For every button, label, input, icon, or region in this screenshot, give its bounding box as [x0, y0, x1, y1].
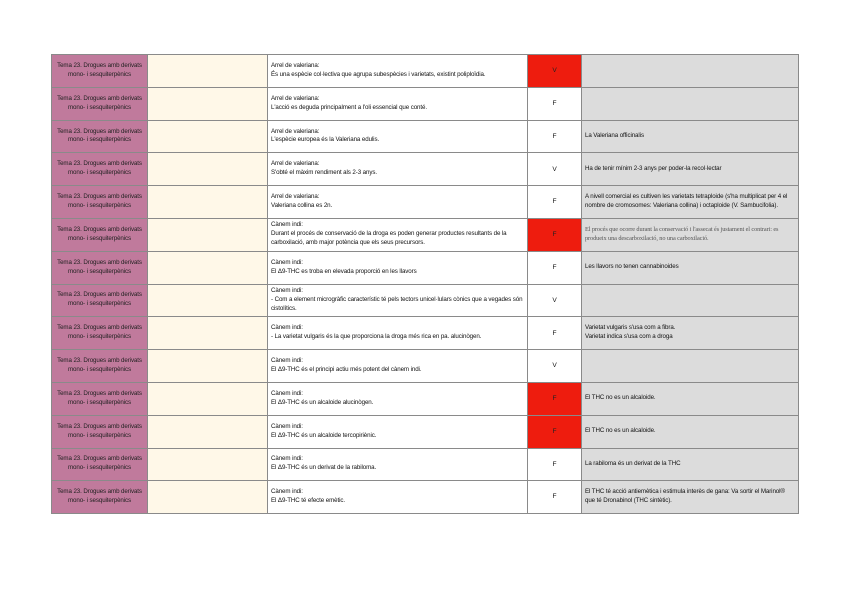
empty-cell[interactable]	[148, 317, 268, 350]
question-heading: Arrel de valeriana:	[271, 61, 320, 69]
topic-cell[interactable]: Tema 23. Drogues amb derivats mono- i sesquiterpènics	[52, 251, 148, 284]
empty-cell[interactable]	[148, 481, 268, 514]
question-heading: Cànem indi:	[271, 287, 303, 294]
answer-cell[interactable]: F	[528, 317, 582, 350]
question-heading: Arrel de valeriana:	[271, 193, 320, 201]
explanation-cell[interactable]: El THC té acció antiemètica i estimula interès de gana: Va sortir el Marinol® que té Dronabinol (THC sintètic).	[582, 481, 799, 514]
question-heading: Cànem indi:	[271, 357, 303, 365]
table-row	[52, 448, 799, 481]
explanation-cell[interactable]: El THC no es un alcaloide.	[582, 415, 799, 448]
table-row	[52, 218, 799, 251]
answer-cell[interactable]: V	[528, 284, 582, 317]
question-cell[interactable]	[268, 87, 528, 120]
question-heading: Cànem indi:	[271, 389, 303, 397]
question-heading: Cànem indi:	[271, 488, 303, 496]
topic-cell[interactable]: Tema 23. Drogues amb derivats mono- i sesquiterpènics	[52, 284, 148, 317]
topic-cell[interactable]: Tema 23. Drogues amb derivats mono- i sesquiterpènics	[52, 55, 148, 88]
empty-cell[interactable]	[148, 284, 268, 317]
question-heading: Cànem indi:	[271, 324, 303, 332]
answer-cell[interactable]: F	[528, 251, 582, 284]
question-cell[interactable]	[268, 251, 528, 284]
answer-cell[interactable]: F	[528, 218, 582, 251]
table-row	[52, 350, 799, 383]
answer-cell[interactable]: F	[528, 186, 582, 219]
answer-cell[interactable]: F	[528, 382, 582, 415]
table-row	[52, 284, 799, 317]
question-heading: Arrel de valeriana:	[271, 94, 320, 102]
question-cell[interactable]	[268, 415, 528, 448]
empty-cell[interactable]	[148, 415, 268, 448]
explanation-cell[interactable]	[582, 55, 799, 88]
explanation-cell[interactable]: Ha de tenir mínim 2-3 anys per poder-la recol·lectar	[582, 153, 799, 186]
empty-cell[interactable]	[148, 350, 268, 383]
explanation-cell[interactable]	[582, 87, 799, 120]
question-statement: El Δ9-THC té efecte emètic.	[271, 497, 345, 505]
topic-cell[interactable]: Tema 23. Drogues amb derivats mono- i sesquiterpènics	[52, 382, 148, 415]
question-statement: - La varietat vulgaris és la que proporciona la droga més rica en pa. alucinògen.	[271, 333, 482, 341]
question-statement: El Δ9-THC és el principi actiu més potent del cànem indi.	[271, 366, 422, 374]
question-cell[interactable]	[268, 448, 528, 481]
answer-cell[interactable]: F	[528, 415, 582, 448]
empty-cell[interactable]	[148, 153, 268, 186]
question-statement: S'obté el màxim rendiment als 2-3 anys.	[271, 169, 377, 177]
topic-cell[interactable]: Tema 23. Drogues amb derivats mono- i sesquiterpènics	[52, 218, 148, 251]
table-row	[52, 120, 799, 153]
explanation-cell[interactable]: Les llavors no tenen cannabinoides	[582, 251, 799, 284]
explanation-cell[interactable]: La Valeriana officinalis	[582, 120, 799, 153]
table-row	[52, 186, 799, 219]
question-heading: Cànem indi:	[271, 221, 303, 229]
answer-cell[interactable]: F	[528, 481, 582, 514]
explanation-cell[interactable]: El THC no es un alcaloide.	[582, 382, 799, 415]
question-statement: El Δ9-THC és un derivat de la rabiloma.	[271, 464, 377, 472]
question-cell[interactable]	[268, 120, 528, 153]
table-row	[52, 251, 799, 284]
explanation-cell[interactable]	[582, 350, 799, 383]
explanation-cell[interactable]: Varietat vulgaris s'usa com a fibra. Varietat indica s'usa com a droga	[582, 317, 799, 350]
topic-cell[interactable]: Tema 23. Drogues amb derivats mono- i sesquiterpènics	[52, 448, 148, 481]
topic-cell[interactable]: Tema 23. Drogues amb derivats mono- i sesquiterpènics	[52, 317, 148, 350]
question-statement: Durant el procés de conservació de la droga es poden generar productes resultants de la carboxilació, amb major potència que els seus precursors.	[271, 230, 507, 247]
topic-cell[interactable]: Tema 23. Drogues amb derivats mono- i sesquiterpènics	[52, 481, 148, 514]
question-statement: El Δ9-THC és un alcaloide tercopiriènic.	[271, 431, 377, 439]
explanation-cell[interactable]: A nivell comercial es cultiven les varietats tetraploide (s'ha multiplicat per 4 el nombre de cromosomes: Valeriana collina) i octaploide (V. Sambucifolia).	[582, 186, 799, 219]
question-statement: És una espècie col·lectiva que agrupa subespècies i varietats, existint poliploïdia.	[271, 70, 486, 78]
question-statement: L'espècie europea és la Valeriana edulis.	[271, 136, 380, 144]
question-heading: Cànem indi:	[271, 258, 303, 266]
question-statement: Valeriana collina es 2n.	[271, 202, 333, 210]
question-cell[interactable]	[268, 218, 528, 251]
explanation-cell[interactable]	[582, 284, 799, 317]
question-heading: Cànem indi:	[271, 455, 303, 463]
question-heading: Arrel de valeriana:	[271, 127, 320, 135]
question-cell[interactable]	[268, 350, 528, 383]
answer-cell[interactable]: F	[528, 448, 582, 481]
question-cell[interactable]	[268, 153, 528, 186]
empty-cell[interactable]	[148, 186, 268, 219]
table-row	[52, 153, 799, 186]
table-row	[52, 87, 799, 120]
empty-cell[interactable]	[148, 218, 268, 251]
explanation-cell[interactable]: La rabiloma és un derivat de la THC	[582, 448, 799, 481]
topic-cell[interactable]: Tema 23. Drogues amb derivats mono- i sesquiterpènics	[52, 153, 148, 186]
empty-cell[interactable]	[148, 87, 268, 120]
topic-cell[interactable]: Tema 23. Drogues amb derivats mono- i sesquiterpènics	[52, 120, 148, 153]
topic-cell[interactable]: Tema 23. Drogues amb derivats mono- i sesquiterpènics	[52, 186, 148, 219]
quiz-table-body	[52, 55, 799, 514]
explanation-cell[interactable]: El procés que ocorre durant la conservació i l'assecat és justament el contrari: es produeix una descarboxilació, no una carboxilació.	[582, 218, 799, 251]
question-statement: El Δ9-THC és un alcaloide alucinògen.	[271, 398, 374, 406]
topic-cell[interactable]: Tema 23. Drogues amb derivats mono- i sesquiterpènics	[52, 87, 148, 120]
question-cell[interactable]	[268, 284, 528, 317]
topic-cell[interactable]: Tema 23. Drogues amb derivats mono- i sesquiterpènics	[52, 350, 148, 383]
answer-cell[interactable]: V	[528, 55, 582, 88]
answer-cell[interactable]: F	[528, 87, 582, 120]
question-statement: El Δ9-THC es troba en elevada proporció en les llavors	[271, 267, 417, 275]
table-row	[52, 415, 799, 448]
table-row	[52, 481, 799, 514]
empty-cell[interactable]	[148, 55, 268, 88]
answer-cell[interactable]: F	[528, 120, 582, 153]
answer-cell[interactable]: V	[528, 153, 582, 186]
question-cell[interactable]	[268, 382, 528, 415]
empty-cell[interactable]	[148, 120, 268, 153]
empty-cell[interactable]	[148, 251, 268, 284]
table-row	[52, 317, 799, 350]
empty-cell[interactable]	[148, 448, 268, 481]
table-row	[52, 382, 799, 415]
table-row	[52, 55, 799, 88]
question-cell[interactable]	[268, 317, 528, 350]
question-heading: Cànem indi:	[271, 422, 303, 430]
question-statement: L'acció es deguda principalment a l'oli essencial que conté.	[271, 103, 427, 111]
question-cell[interactable]	[268, 186, 528, 219]
question-cell[interactable]	[268, 55, 528, 88]
question-heading: Arrel de valeriana:	[271, 160, 320, 168]
empty-cell[interactable]	[148, 382, 268, 415]
topic-cell[interactable]: Tema 23. Drogues amb derivats mono- i sesquiterpènics	[52, 415, 148, 448]
answer-cell[interactable]: V	[528, 350, 582, 383]
question-cell[interactable]	[268, 481, 528, 514]
quiz-table	[51, 54, 799, 514]
question-statement: - Com a element microgràfic característic té pels tectors unicel·lulars cònics que a vegades són cistolítics.	[271, 295, 523, 312]
